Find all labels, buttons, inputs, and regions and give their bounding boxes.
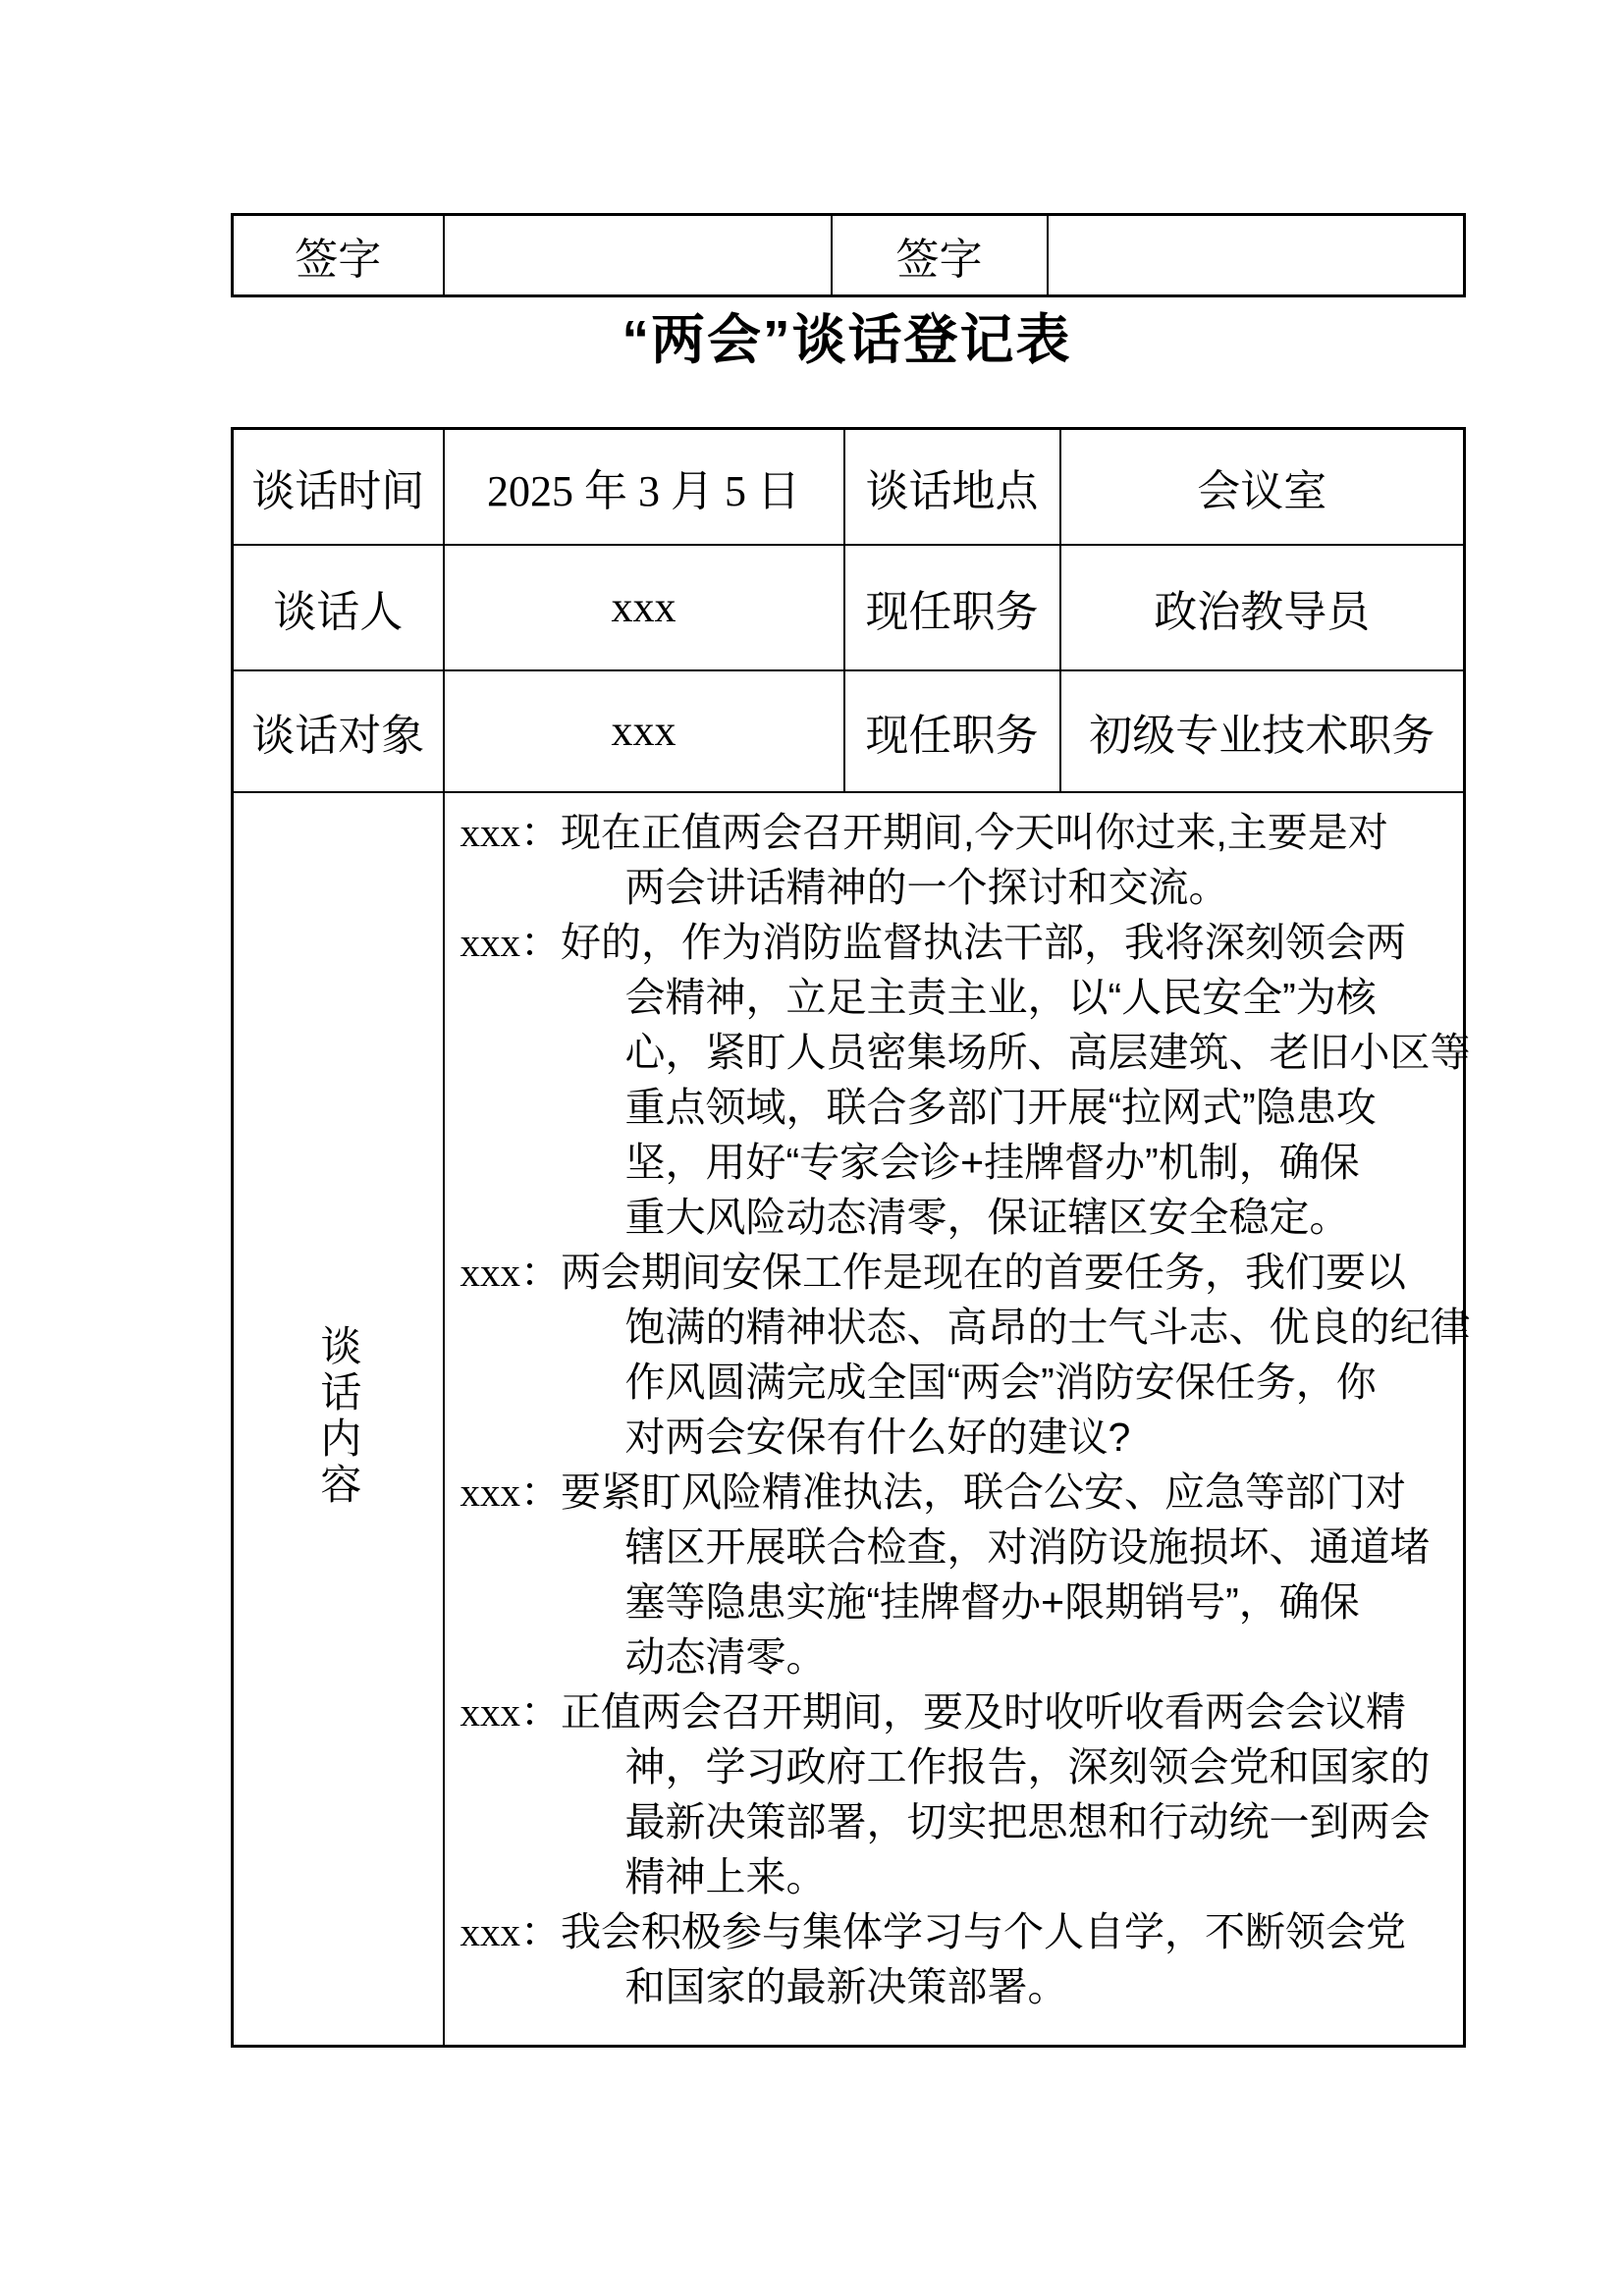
value-talk-time: 2025 年 3 月 5 日 <box>444 429 844 545</box>
content-line-first: xxx：我会积极参与集体学习与个人自学，不断领会党 <box>460 1908 1406 1954</box>
value-target-position: 初级专业技术职务 <box>1060 670 1465 792</box>
content-paragraphs <box>460 805 1471 2014</box>
label-talk-place: 谈话地点 <box>844 429 1060 545</box>
content-line: 两会讲话精神的一个探讨和交流。 <box>624 864 1229 910</box>
label-talker-position: 现任职务 <box>844 545 1060 670</box>
content-line: 坚，用好“专家会诊+挂牌督办”机制，确保 <box>624 1139 1360 1185</box>
value-talk-target: xxx <box>444 670 844 792</box>
speaker-prefix: xxx： <box>460 809 561 855</box>
content-line: 重点领域，联合多部门开展“拉网式”隐患攻 <box>624 1084 1377 1130</box>
label-target-position: 现任职务 <box>844 670 1060 792</box>
signature-row <box>233 215 1465 296</box>
label-talk-target: 谈话对象 <box>233 670 444 792</box>
label-talker: 谈话人 <box>233 545 444 670</box>
page-title: “两会”谈话登记表 <box>622 309 1072 370</box>
content-line: 作风圆满完成全国“两会”消防安保任务，你 <box>624 1359 1377 1405</box>
speaker-prefix: xxx： <box>460 919 561 965</box>
content-line-first: xxx：要紧盯风险精准执法，联合公安、应急等部门对 <box>460 1468 1406 1515</box>
content-line: 会精神，立足主责主业，以“人民安全”为核 <box>624 974 1377 1020</box>
table-row <box>233 545 1465 670</box>
content-line-first: xxx：好的，作为消防监督执法干部，我将深刻领会两 <box>460 919 1406 965</box>
table-row <box>233 670 1465 792</box>
speaker-prefix: xxx： <box>460 1908 561 1954</box>
speaker-prefix: xxx： <box>460 1249 561 1295</box>
signature-field-right <box>1048 215 1465 296</box>
speaker-prefix: xxx： <box>460 1688 561 1735</box>
content-line: 重大风险动态清零，保证辖区安全稳定。 <box>624 1194 1350 1240</box>
content-line: 和国家的最新决策部署。 <box>624 1963 1068 2009</box>
value-talk-place: 会议室 <box>1060 429 1465 545</box>
talk-content-cell <box>444 792 1471 2047</box>
content-line-first: xxx：现在正值两会召开期间,今天叫你过来,主要是对 <box>460 809 1388 855</box>
content-line: 最新决策部署，切实把思想和行动统一到两会 <box>624 1798 1431 1844</box>
content-line-first: xxx：两会期间安保工作是现在的首要任务，我们要以 <box>460 1249 1406 1295</box>
signature-label-left: 签字 <box>233 215 444 296</box>
label-talk-time: 谈话时间 <box>233 429 444 545</box>
speaker-prefix: xxx： <box>460 1468 561 1515</box>
signature-label-right: 签字 <box>832 215 1048 296</box>
value-talker: xxx <box>444 545 844 670</box>
content-line: 神，学习政府工作报告，深刻领会党和国家的 <box>624 1743 1431 1789</box>
content-line: 心，紧盯人员密集场所、高层建筑、老旧小区等 <box>624 1029 1471 1075</box>
content-line: 辖区开展联合检查，对消防设施损坏、通道堵 <box>624 1523 1431 1570</box>
signature-table <box>231 213 1466 297</box>
content-line: 动态清零。 <box>624 1633 827 1680</box>
label-talk-content <box>233 792 444 2047</box>
content-row <box>233 792 1465 2047</box>
content-line: 饱满的精神状态、高昂的士气斗志、优良的纪律 <box>624 1304 1471 1350</box>
value-talker-position: 政治教导员 <box>1060 545 1465 670</box>
content-line: 塞等隐患实施“挂牌督办+限期销号”，确保 <box>624 1578 1360 1625</box>
content-line: 对两会安保有什么好的建议? <box>624 1414 1131 1460</box>
talk-content-vertical-label: 谈话内容 <box>315 1323 362 1509</box>
content-line-first: xxx：正值两会召开期间，要及时收听收看两会会议精 <box>460 1688 1406 1735</box>
signature-field-left <box>444 215 832 296</box>
registration-table <box>231 427 1471 2048</box>
table-row <box>233 429 1465 545</box>
content-line: 精神上来。 <box>624 1853 827 1899</box>
